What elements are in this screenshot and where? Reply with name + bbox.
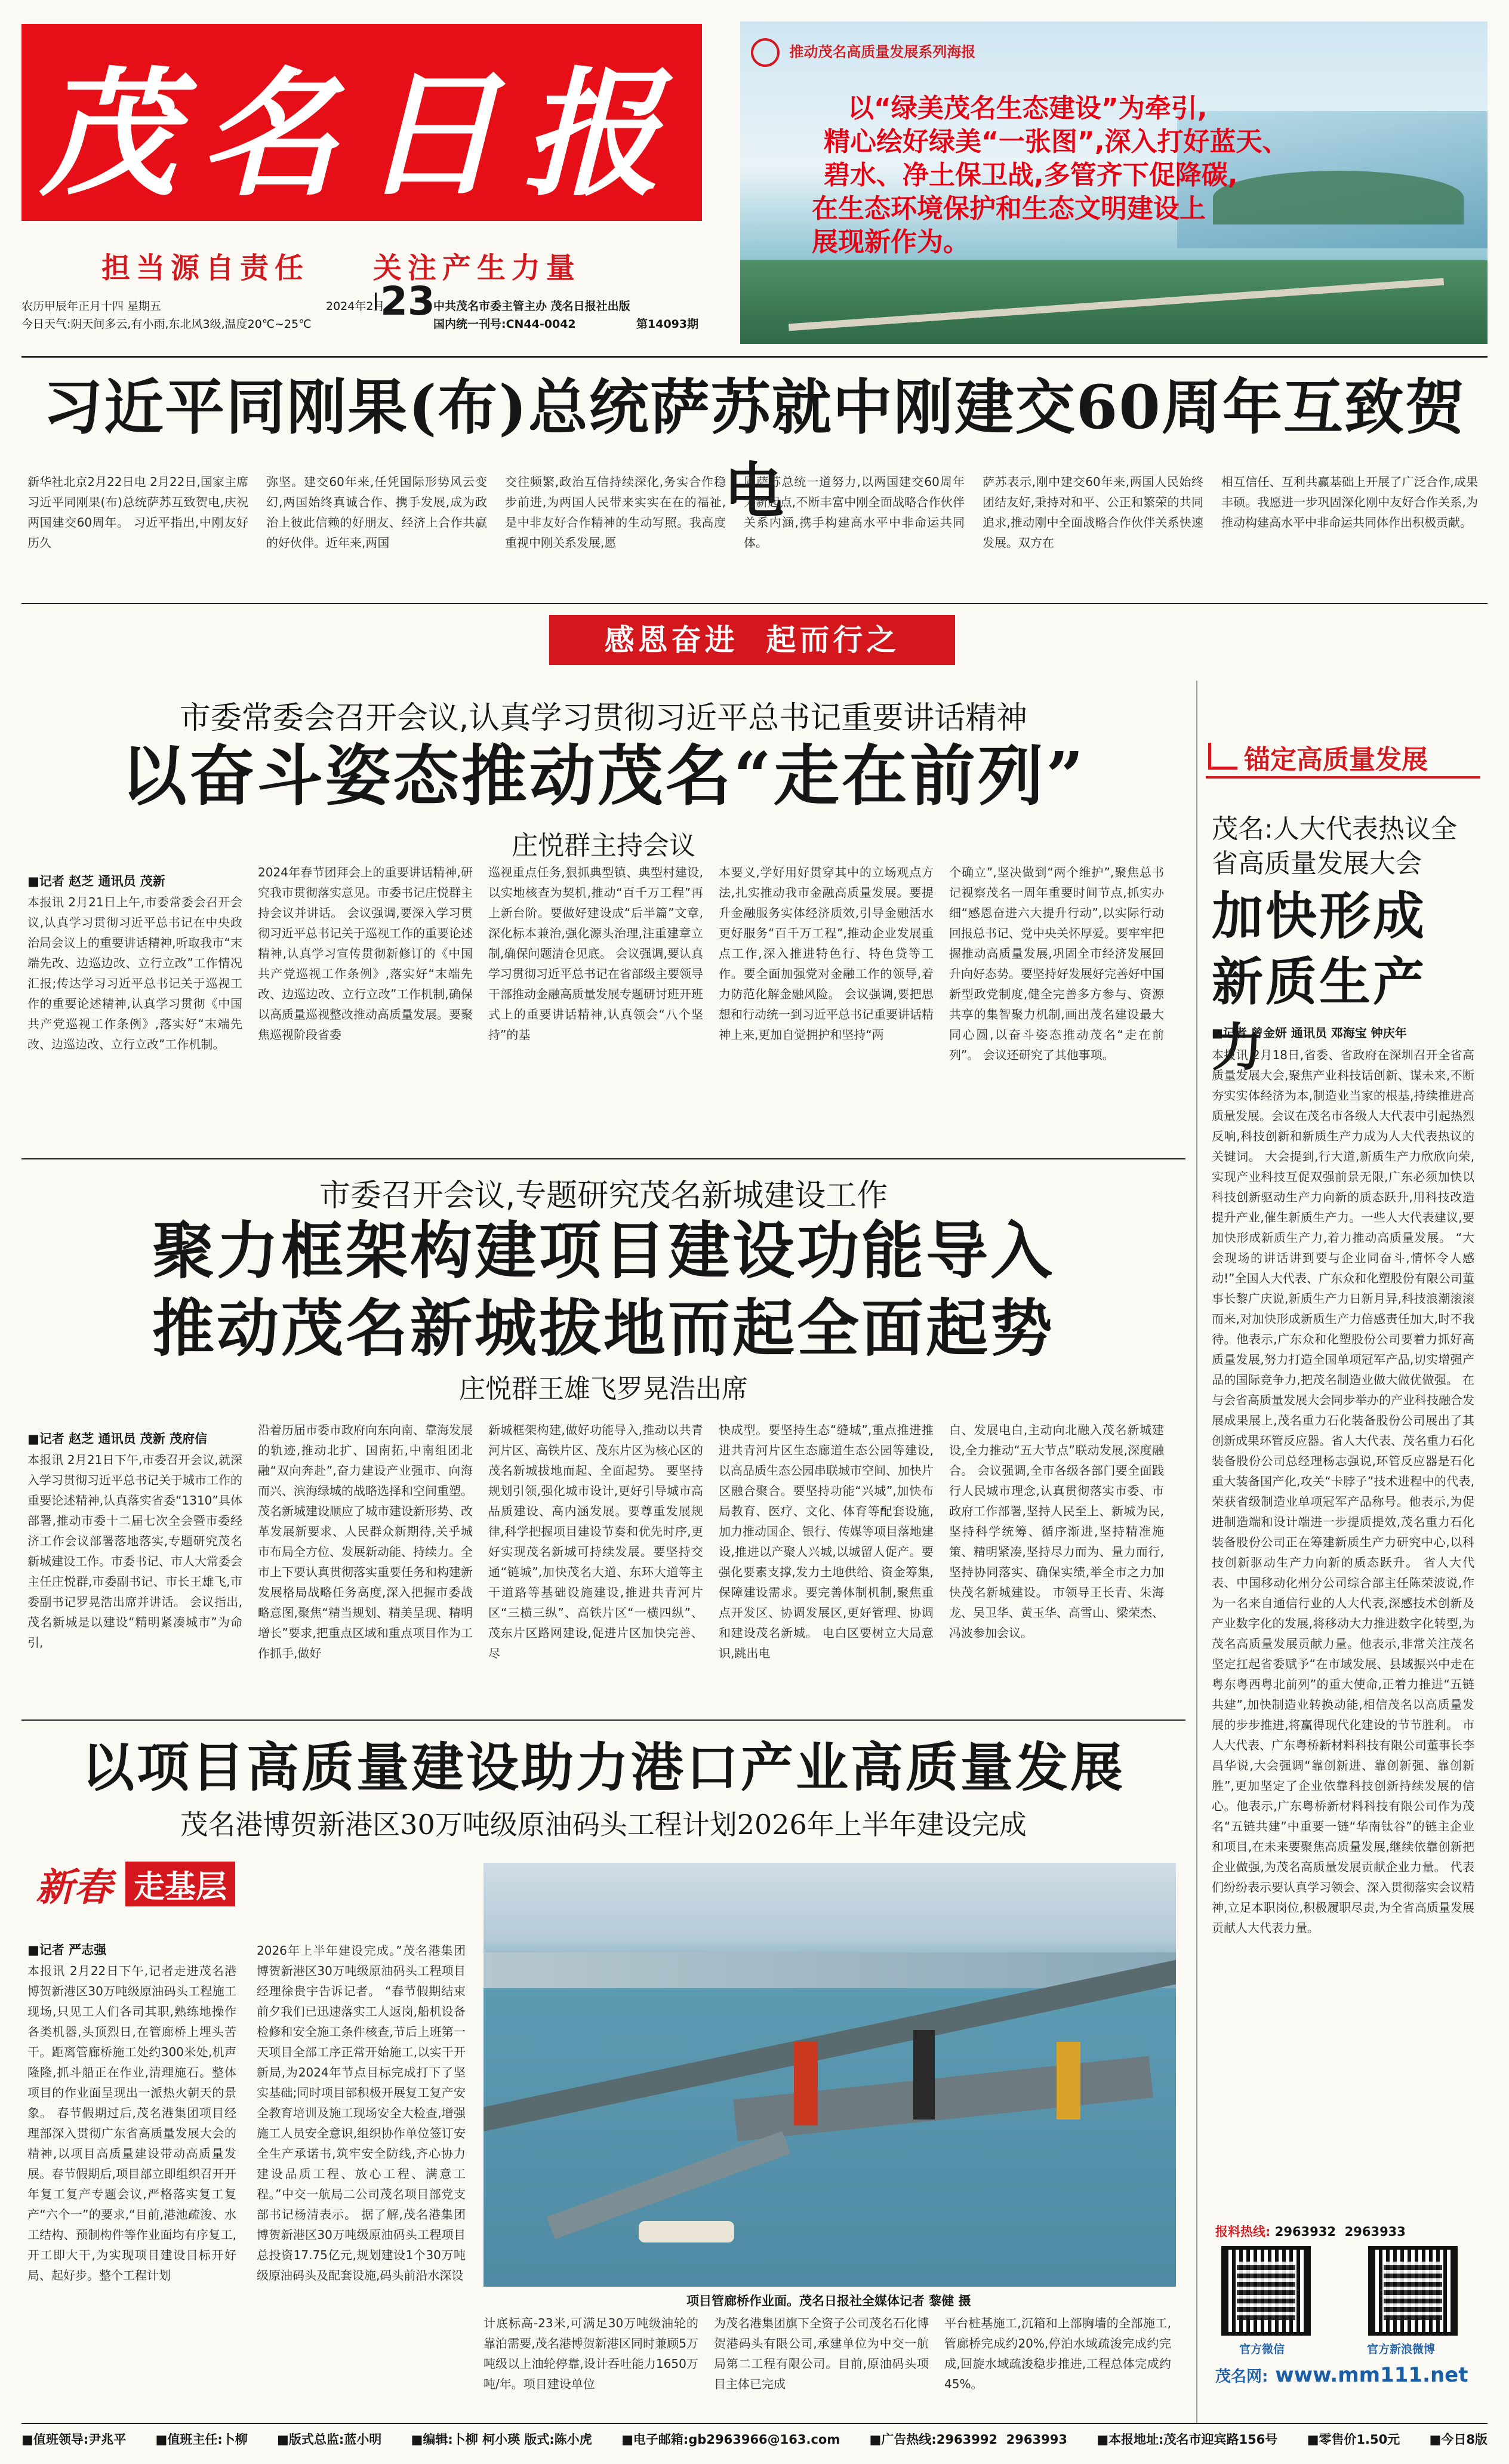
crane-3 (1057, 2042, 1080, 2120)
year-month: 2024年2月 (326, 300, 385, 313)
ad-poster (740, 21, 1488, 344)
footer-rule (21, 2423, 1488, 2424)
crane-1 (794, 2042, 818, 2125)
ad-line-5: 展现新作为。 (812, 227, 969, 257)
ad-line-3: 碧水、净土保卫战,多管齐下促降碳, (824, 160, 1238, 190)
masthead-info (21, 278, 726, 339)
footer-address: ■本报地址:茂名市迎宾路156号 (1097, 2432, 1278, 2447)
website[interactable] (1215, 2363, 1468, 2387)
story3-byline: ■记者 严志强 (27, 1943, 107, 1957)
footer-duty-leader: ■值班领导:尹兆平 (21, 2432, 127, 2447)
weibo-qr-code[interactable] (1368, 2246, 1458, 2336)
story3-col-5: 平台桩基施工,沉箱和上部胸墙的全部施工,管廊桥完成约20%,停泊水域疏浚完成约完成,回旋水域疏浚稳步推进,工程总体完成约45%。 (944, 2316, 1171, 2391)
lead-col-2: 弥坚。建交60年来,任凭国际形势风云变幻,两国始终真诚合作、携手发展,成为政治上彼此信赖的好朋友、经济上合作共赢的好伙伴。近年来,两国 (266, 475, 487, 550)
section-tag (36, 1851, 334, 1910)
story3-sub: 茂名港博贺新港区30万吨级原油码头工程计划2026年上半年建设完成 (180, 1808, 1027, 1841)
ad-tag: 推动茂名高质量发展系列海报 (789, 44, 976, 60)
story1-col-4: 本要义,学好用好贯穿其中的立场观点方法,扎实推动我市金融高质量发展。要提升金融服务实体经济质效,引导金融活水更好服务“百千万工程”,推动企业发展重点工作,深入推进特色行、特色贷等工作。要全面加强党对金融工作的领导,着力防范化解金融风险。 会议强调,要把思想和行动统一到习近平总书记重要讲话精神上来,更加自觉拥护和坚持“两 (719, 865, 934, 1042)
website-label: 茂名网: (1215, 2368, 1268, 2386)
story3-col-2: 2026年上半年建设完成。”茂名港集团博贺新港区30万吨级原油码头工程项目经理徐贵宇告诉记者。 “春节假期结束前夕我们已迅速落实工人返岗,船机设备检修和安全施工条件核查,节后上班第一天项目全部工序正常开始施工,以实干开新局,为2024年节点目标完成打下了坚实基础;同时项目部积极开展复工复产安全教育培训及施工现场安全大检查,增强施工人员安全意识,组织协作单位签订安全生产承诺书,筑牢安全防线,齐心协力建设品质工程、放心工程、满意工程。”中交一航局二公司茂名项目部党支部书记杨清表示。 据了解,茂名港集团博贺新港区30万吨级原油码头工程项目总投资17.75亿元,规划建设1个30万吨级原油码头及配套设施,码头前沿水深设 (257, 1943, 466, 2282)
lead-col-5: 萨苏表示,刚中建交60年来,两国人民始终团结友好,秉持对和平、公正和繁荣的共同追求,推动刚中全面战略合作伙伴关系快速发展。双方在 (983, 475, 1203, 550)
lead-col-1: 新华社北京2月22日电 2月22日,国家主席习近平同刚果(布)总统萨苏互致贺电,庆祝两国建交60周年。 习近平指出,中刚友好历久 (27, 475, 248, 550)
side-body: 本报讯 2月18日,省委、省政府在深圳召开全省高质量发展大会,聚焦产业科技话创新、谋未来,不断夯实实体经济为本,制造业当家的根基,持续推进高质量发展。会议在茂名市各级人大代表中引起热烈反响,科技创新和新质生产力成为人大代表热议的关键词。 大会提到,行大道,新质生产力欣欣向荣,实现产业科技互促双强前景无限,广东必须加快以科技创新驱动生产力向新的质态跃升,用科技改造提升产业,催生新质生产力。一些人大代表建议,要加快形成新质生产力,着力推动高质量发展。 “大会现场的讲话讲到要与企业同奋斗,情怀令人感动!”全国人大代表、广东众和化塑股份有限公司董事长黎广庆说,新质生产力日新月异,科技浪潮滚滚而来,对加快形成新质生产力倍感责任加大,时不我待。他表示,广东众和化塑股份公司要着力抓好高质量发展,努力打造全国单项冠军产品,切实增强产品的国际竞争力,把茂名制造业做大做优做强。 在与会省高质量发展大会同步举办的产业科技融合发展成果展上,茂名重力石化装备股份公司展出了其创新成果环管反应器。省人大代表、茂名重力石化装备股份公司总经理杨志强说,环管反应器是石化重大装备国产化,攻关“卡脖子”技术进程中的代表,荣获省级制造业单项冠军产品称号。他表示,为促进制造端和设计端进一步提质提效,茂名重力石化装备股份公司正在筹建新质生产力研究中心,以科技创新驱动生产力向新的质态跃升。 省人大代表、中国移动化州分公司综合部主任陈荣波说,作为一名来自通信行业的人大代表,深感技术创新及产业数字化的发展,将移动大力推进数字化转型,为茂名高质量发展贡献力量。他表示,非常关注茂名坚定扛起省委赋予“在市域发展、县域振兴中走在粤东粤西粤北前列”的重大使命,正着力推进“五链共建”,加快制造业转换动能,相信茂名以高质量发展的步步推进,将赢得现代化建设的节节胜利。 市人大代表、广东粤桥新材料科技有限公司董事长李昌华说,大会强调“靠创新进、靠创新强、靠创新胜”,更加坚定了企业依靠科技创新持续发展的信心。他表示,广东粤桥新材料科技有限公司作为茂名“五链共建”中重要一链“华南钛谷”的链主企业和项目,在未来要聚焦高质量发展,继续依靠创新把企业做强,为茂名高质量发展贡献企业力量。 代表们纷纷表示要认真学习领会、深入贯彻落实会议精神,立足本职岗位,积极履职尽责,为全省高质量发展贡献人大代表力量。 (1212, 1048, 1474, 1935)
story2-kicker: 市委召开会议,专题研究茂名新城建设工作 (319, 1178, 888, 1214)
story1-col-3: 巡视重点任务,狠抓典型镇、典型村建设,以实地核查为契机,推动“百千万工程”再上新台阶。要做好建设成“后半篇”文章,深化标本兼治,强化源头治理,注重建章立制,确保问题清仓见底。 会议强调,要认真学习贯彻习近平总书记在省部级主要领导干部推动金融高质量发展专题研讨班开班式上的重要讲话精神,认真领会“八个坚持”的基 (488, 865, 703, 1042)
story1-col-5: 个确立”,坚决做到“两个维护”,聚焦总书记视察茂名一周年重要时间节点,抓实办细“感恩奋进六大提升行动”,以实际行动回报总书记、党中央关怀厚爱。要牢牢把握推动高质量发展,巩固全市经济发展回升向好态势。要坚持好发展好完善好中国新型政党制度,健全完善多方参与、资源共享的集智聚力机制,画出茂名建设最大同心圆,以奋斗姿态推动茂名“走在前列”。 会议还研究了其他事项。 (949, 865, 1164, 1062)
footer-price: ■零售价1.50元 (1307, 2432, 1400, 2447)
banner-text: 感恩奋进 起而行之 (604, 623, 900, 657)
port-photo (484, 1863, 1176, 2287)
story3-col-3: 计底标高-23米,可满足30万吨级油轮的靠泊需要,茂名港博贺新港区同时兼顾5万吨级以上油轮停靠,设计吞吐能力1650万吨/年。项目建设单位 (484, 2316, 698, 2391)
sponsor: 中共茂名市委主管主办 茂名日报社出版 (433, 300, 630, 313)
ad-line-4: 在生态环境保护和生态文明建设上 (812, 193, 1206, 224)
lead-rule (21, 603, 1488, 604)
story2-byline: ■记者 赵芝 通讯员 茂新 茂府信 (27, 1432, 208, 1446)
section-tag-new-spring: 新春 (36, 1865, 112, 1910)
newspaper-title: 茂名日报 (39, 53, 684, 215)
sidebar-tag-label: 锚定高质量发展 (1244, 745, 1428, 775)
issue-number: 第14093期 (636, 318, 699, 331)
ad-line-1: 以“绿美茂名生态建设”为牵引, (848, 93, 1208, 124)
story1-col-1: 本报讯 2月21日上午,市委常委会召开会议,认真学习贯彻习近平总书记在中央政治局会议上的重要讲话精神,听取我市“末端先改、边巡边改、立行立改”工作情况汇报;传达学习习近平总书记关于巡视工作的重要论述精神,认真学习贯彻《中国共产党巡视工作条例》,落实好“末端先改、边巡边改、立行立改”工作机制。 (27, 895, 242, 1051)
hotline (1215, 2222, 1406, 2240)
hotline-label: 报料热线: (1215, 2225, 1271, 2239)
story2-col-2: 沿着历届市委市政府向东向南、靠海发展的轨迹,推动北扩、国南拓,中南组团北融“双向奔赴”,奋力建设产业强市、向海而兴、滨海绿城的战略选择和空间重塑。茂名新城建设顺应了城市建设新形势、改革发展新要求、人民群众新期待,关乎城市布局全方位、发展新动能、持续力。全市上下要认真贯彻落实重要任务和构建新发展格局战略任务高度,深入把握市委战略意图,聚焦“精当规划、精美呈现、精明增长”要求,把重点区域和重点项目作为工作抓手,做好 (258, 1423, 473, 1660)
trend-icon (1208, 743, 1237, 770)
footer-duty-chief: ■值班主任:卜柳 (155, 2432, 248, 2447)
hotline-number: 2963932 2963933 (1274, 2225, 1406, 2239)
lead-col-6: 相互信任、互利共赢基础上开展了广泛合作,成果丰硕。我愿进一步巩固深化刚中友好合作关系,为推动构建高水平中非命运共同体作出积极贡献。 (1221, 475, 1478, 530)
story3-col-1: 本报讯 2月22日下午,记者走进茂名港博贺新港区30万吨级原油码头工程施工现场,只见工人们各司其职,熟练地操作各类机器,头顶烈日,在管廊桥上埋头苦干。距离管廊桥施工处约300米处,机声隆隆,抓斗船正在作业,清理施石。整体项目的作业面呈现出一派热火朝天的景象。 春节假期过后,茂名港集团项目经理部深入贯彻广东省高质量发展大会的精神,以项目高质量建设带动高质量发展。春节假期后,项目部立即组织召开开年复工复产专题会议,严格落实复工复产“六个一”的要求,“目前,港池疏浚、水工结构、预制构件等作业面均有序复工,开工即大干,为实现项目建设目标开好局、起好步。整个工程计划 (27, 1964, 236, 2282)
story2-col-5: 白、发展电白,主动向北融入茂名新城建设,全力推动“五大节点”联动发展,深度融合。 会议强调,全市各级各部门要全面践行人民城市理念,认真贯彻落实市委、市政府工作部署,坚持人民至上、新城为民,坚持科学统筹、循序渐进,坚持精准施策、精明紧凑,坚持尽力而为、量力而行,坚持协同落实、确保实绩,举全市之力加快茂名新城建设。 市领导王长青、朱海龙、吴卫华、黄玉华、高雪山、梁荣杰、冯波参加会议。 (949, 1423, 1164, 1640)
weibo-qr-label: 官方新浪微博 (1367, 2343, 1436, 2356)
story1-sub: 庄悦群主持会议 (512, 830, 695, 861)
footer-page-count: ■今日8版 (1429, 2432, 1488, 2447)
story3-col-4: 为茂名港集团旗下全资子公司茂名石化博贺港码头有限公司,承建单位为中交一航局第二工程有限公司。目前,原油码头项目主体已完成 (714, 2316, 929, 2391)
ad-text (812, 92, 1289, 259)
wechat-qr-code[interactable] (1221, 2246, 1311, 2336)
story2-col-4: 快成型。要坚持生态“缝城”,重点推进推进共青河片区生态廊道生态公园等建设,以高品质生态公园串联城市空间、加快片区融合聚合。要坚持功能“兴城”,加快布局教育、医疗、文化、体育等配套设施,加力推动国企、银行、传媒等项目落地建设,推进以产聚人兴城,以城留人促产。要强化要素支撑,发力土地供给、资金筹集,保障建设需求。要完善体制机制,聚焦重点开发区、协调发展区,更好管理、协调和建设茂名新城。 电白区要树立大局意识,跳出电 (719, 1423, 934, 1660)
footer (21, 2430, 1488, 2454)
story1-rule (21, 1158, 1185, 1159)
masthead-logo (21, 24, 702, 221)
ad-logo-icon (751, 38, 780, 67)
story1-headline: 以奋斗姿态推动茂名“走在前列” (121, 737, 1086, 814)
footer-editors: ■编辑:卜柳 柯小瑛 版式:陈小虎 (411, 2432, 592, 2447)
story2-sub: 庄悦群王雄飞罗晃浩出席 (459, 1374, 748, 1404)
website-url: www.mm111.net (1275, 2363, 1468, 2387)
wechat-qr-label: 官方微信 (1239, 2343, 1285, 2356)
story2-col-1: 本报讯 2月21日下午,市委召开会议,就深入学习贯彻习近平总书记关于城市工作的重要论述精神,认真落实省委“1310”具体部署,推动市委十二届七次全会暨市委经济工作会议部署落地落实,专题研究茂名新城建设工作。市委书记、市人大常委会主任庄悦群,市委副书记、市长王雄飞,市委副书记罗晃浩出席并讲话。 会议指出,茂名新城是以建设“精明紧凑城市”为命引, (27, 1453, 242, 1650)
crane-2 (913, 2030, 935, 2120)
story1-kicker: 市委常委会召开会议,认真学习贯彻习近平总书记重要讲话精神 (179, 700, 1028, 736)
story1-byline: ■记者 赵芝 通讯员 茂新 (27, 874, 165, 888)
story2-headline-1: 聚力框架构建项目建设功能导入 (152, 1214, 1055, 1287)
barge (639, 2221, 734, 2242)
sidebar-tag (1206, 734, 1480, 779)
lead-col-3: 交往频繁,政治互信持续深化,务实合作稳步前进,为两国人民带来实实在在的福祉,是中非友好合作精神的生动写照。我高度重视中刚关系发展,愿 (505, 475, 726, 550)
footer-email: ■电子邮箱:gb2963966@163.com (621, 2432, 840, 2447)
footer-layout-director: ■版式总监:蓝小明 (277, 2432, 382, 2447)
side-headline: 加快形成新质生产力 (1212, 886, 1427, 1078)
photo-caption: 项目管廊桥作业面。茂名日报社全媒体记者 黎健 摄 (686, 2294, 971, 2308)
story2-col-3: 新城框架构建,做好功能导入,推动以共青河片区、高铁片区、茂东片区为核心区的茂名新城拔地而起、全面起势。 要坚持规划引领,强化城市设计,更好引导城市高品质建设、高内涵发展。要尊重发展规律,科学把握项目建设节奏和优先时序,更好实现茂名新城可持续发展。要坚持交通“链城”,加快茂名大道、东环大道等主干道路等基础设施建设,推进共青河片区“三横三纵”、高铁片区“一横四纵”、茂东片区路网建设,促进片区加快完善、尽 (488, 1423, 703, 1660)
side-kicker: 茂名:人大代表热议全省高质量发展大会 (1212, 814, 1457, 879)
banner (549, 615, 955, 665)
lead-headline: 习近平同刚果(布)总统萨苏就中刚建交60周年互致贺电 (43, 372, 1466, 526)
story2-rule (21, 1719, 1185, 1721)
lead-col-4: 同萨苏总统一道努力,以两国建交60周年为新起点,不断丰富中刚全面战略合作伙伴关系内涵,携手构建高水平中非命运共同体。 (744, 475, 965, 550)
story2-headline-2: 推动茂名新城拔地而起全面起势 (152, 1291, 1055, 1365)
masthead-slogan: 担当源自责任 关注产生力量 (101, 251, 581, 285)
story3-headline: 以项目高质量建设助力港口产业高质量发展 (81, 1736, 1125, 1798)
ad-line-2: 精心绘好绿美“一张图”,深入打好蓝天、 (824, 127, 1289, 157)
section-tag-grassroots: 走基层 (125, 1862, 235, 1906)
masthead-rule (21, 356, 1488, 358)
sidebar-divider (1196, 681, 1197, 2424)
weather: 今日天气:阴天间多云,有小雨,东北风3级,温度20℃~25℃ (21, 318, 312, 331)
day-number: 23 (375, 293, 435, 310)
cn-number: 国内统一刊号:CN44-0042 (433, 318, 576, 331)
story1-col-2: 2024年春节团拜会上的重要讲话精神,研究我市贯彻落实意见。市委书记庄悦群主持会议并讲话。 会议强调,要深入学习贯彻习近平总书记关于巡视工作的重要论述精神,认真学习宣传贯彻新修订的《中国共产党巡视工作条例》,落实好“末端先改、边巡边改、立行立改”工作机制,确保以高质量巡视整改推动高质量发展。要聚焦巡视阶段省委 (258, 865, 473, 1042)
side-byline: ■记者 曾金妍 通讯员 邓海宝 钟庆年 (1212, 1026, 1407, 1040)
lunar-date: 农历甲辰年正月十四 星期五 (21, 300, 162, 313)
footer-ad-hotline: ■广告热线:2963992 2963993 (869, 2432, 1067, 2447)
